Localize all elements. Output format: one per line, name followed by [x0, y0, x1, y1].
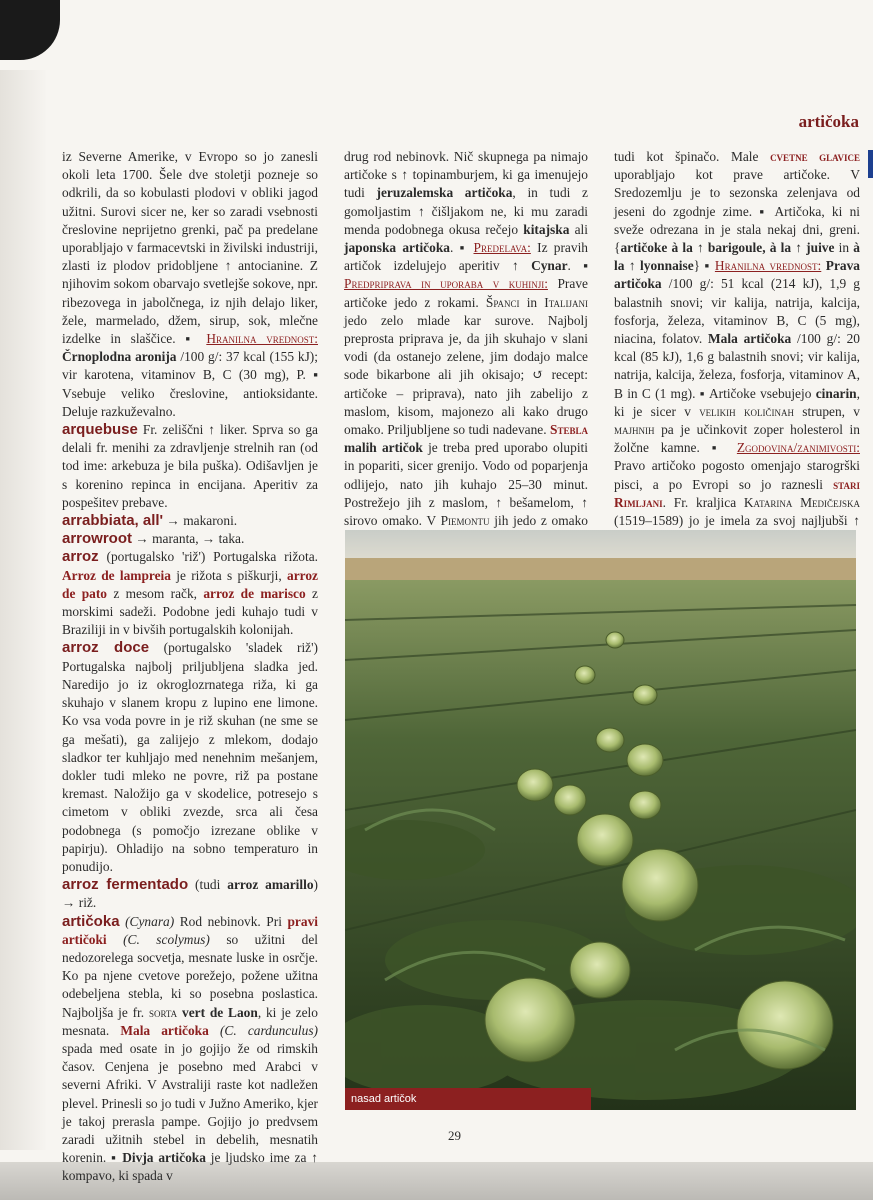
- photo-caption: nasad artičok: [345, 1088, 591, 1110]
- entry-arrabbiata: arrabbiata, all' → makaroni.: [62, 512, 238, 530]
- headword: arroz: [62, 548, 99, 566]
- entry-articoka: artičoka (Cynara) Rod nebinovk. Pri pravi artičoki (C. scolymus) so užitni del nedozorelega socvetja, mesnate luske in osrčje. Ko pa njene cvetove porežejo, požene užitna odebeljena stebla, ki so posebna poslastica. Najboljša je fr. sorta vert de Laon, ki je zelo mesnata. Mala artičoka (C. cardunculus) spada med osate in jo gojijo že od rimskih časov. Cenjena je posebno med Arabci v severni Afriki. V Avstraliji raste kot nadležen plevel. Prinesli so jo tudi v Južno Ameriko, kjer je takoj prerasla pampe. Gojijo jo predvsem zaradi užitnih stebel in debelih, mesnatih korenin. ▪ Divja artičoka je ljudsko ime za ↑ kompavo, ki spada v: [62, 912, 318, 1184]
- entry-articoka-cont: drug rod nebinovk. Nič skupnega pa nimajo artičoke s ↑ topinamburjem, ki ga imenujejo tudi jeruzalemska artičoka, in tudi z gomoljastim ↑ čišljakom ne, ki mu zaradi menda podobnega okusa rečejo kitajska ali japonska artičoka. ▪ Predelava: Iz pravih artičok izdelujejo aperitiv ↑ Cynar. ▪ Predpriprava in uporaba v kuhinji: Prave artičoke jedo z rokami. Španci in Italijani jedo zelo mlade kar surove. Najbolj preprosta priprava je, da jih skuhajo v slani vodi (da ostanejo zelene, jim dodajo malce sode bikarbone ali jih okisajo; ↺ recept: artičoke – priprava), nato jih zabelijo z maslom, kisom, majonezo ali kako drugo omako. Priljubljene so tudi nadevane. Stebla malih artičok je treba pred uporabo olupiti in popariti, sicer grenijo. Vodo od poparjenja odlijejo, nato jih kuhajo 25–30 minut. Postrežejo jih z maslom, ↑ bešamelom, ↑ sirovo omako. V Piemontu jih jedo z omako: [344, 149, 588, 529]
- column-1: [62, 148, 318, 1186]
- section-label: Predelava:: [473, 240, 531, 256]
- headword: arrowroot: [62, 530, 133, 548]
- artichoke-field-image: [345, 530, 856, 1110]
- headword: arquebuse: [62, 421, 138, 439]
- headword: arrabbiata, all': [62, 512, 164, 530]
- entry-articoka-cont-2: tudi kot špinačo. Male cvetne glavice uporabljajo kot prave artičoke. V Sredozemlju je to sezonska zelenjava od jeseni do zgodnje zime. ▪ Artičoka, ki ni sveže odrezana in je stala nekaj dni, greni. {artičoke à la ↑ barigoule, à la ↑ juive in à la ↑ lyonnaise} ▪ Hranilna vrednost: Prava artičoka /100 g/: 51 kcal (214 kJ), 1,9 g balastnih snovi; vir kalija, natrija, kalcija, fosforja, železa, vitaminov B, C (5 mg), niacina, folatov. Mala artičoka /100 g/: 20 kcal (85 kJ), 1,6 g balastnih snovi; vir kalija, natrija, kalcija, železa, fosforja, vitaminov A, B in C (1 mg). ▪ Artičoke vsebujejo cinarin, ki je sicer v velikih količinah strupen, v majhnih pa je učinkovit zoper holesterol in žolčne kamne. ▪ Zgodovina/zanimivosti: Pravo artičoko pogosto omenjajo starogrški pisci, a po Evropi so jo raznesli stari Rimljani. Fr. kraljica Katarina Medičejska (1519–1589) jo je imela za svoj najljubši ↑: [614, 149, 860, 529]
- entry-arroz-fermentado: arroz fermentado (tudi arroz amarillo) → riž.: [62, 876, 318, 911]
- headword: arroz fermentado: [62, 876, 189, 894]
- running-header: artičoka: [798, 112, 859, 131]
- entry-continuation: iz Severne Amerike, v Evropo so jo zanesli okoli leta 1700. Šele dve stoletji pozneje so odkrili, da so kobulasti plodovi v obliki jagod užitni. Surovi sicer ne, ker so zaradi vsebnosti čreslovine neprijetno grenki, pač pa predelane uporabljajo v farmacevtski in živilski industriji, zlasti iz plodov pridobljene ↑ antocianine. Z njihovim sokom obarvajo svetlejše sokove, npr. ribezovega in jabolčnega, iz njih delajo liker, žele, marmelado, džem, sirup, sok, mlečne izdelke in slaščice. ▪ Hranilna vrednost: Črnoplodna aronija /100 g/: 37 kcal (155 kJ); vir karotena, vitaminov B, C (30 mg), P. ▪ Vsebuje veliko čreslovine, antioksidante. Deluje razkuževalno.: [62, 149, 318, 419]
- page-gutter: [0, 70, 46, 1150]
- entry-arroz-doce: arroz doce (portugalsko 'sladek riž') Portugalska najbolj priljubljena sladka jed. Naredijo jo iz okroglozrnatega riža, ki ga skuhajo v slanem kropu z lupino ene limone. Ko vsa voda povre in je riž skuhan (ne sme se ga mešati), ga zalijejo z mlekom, dodajo sladkor ter kuhljajo med nenehnim mešanjem, dokler tudi mleko ne povre, riž pa postane kremast. Naložijo ga v skodelice, potresejo s cimetom v obliki zvezde, srca ali česa podobnega (s pomočjo izrezane oblike v papirju). Ohladijo na sobno temperaturo in ponudijo.: [62, 639, 318, 874]
- artichoke-field-photo: [345, 530, 856, 1110]
- section-label: Predpriprava in uporaba v kuhinji:: [344, 276, 548, 292]
- entry-arrowroot: arrowroot → maranta, → taka.: [62, 530, 245, 548]
- entry-arquebuse: arquebuse Fr. zeliščni ↑ liker. Sprva so ga delali fr. menihi za zdravljenje strelnih ran (od tod ime: arkebuza je bila puška). Odišavljen je s korenino repinca in encijana. Aperitiv za pospešitev prebave.: [62, 421, 318, 510]
- page-number: 29: [448, 1128, 461, 1143]
- entry-arroz: arroz (portugalsko 'riž') Portugalska rižota. Arroz de lampreia je rižota s piškurji, arroz de pato z mesom račk, arroz de marisco z morskimi sadeži. Podobne jedi kuhajo tudi v Braziliji in v bivših portugalskih kolonijah.: [62, 548, 318, 638]
- thumb-index-tab: [868, 150, 873, 178]
- column-2: [344, 148, 588, 548]
- section-label: Hranilna vrednost:: [714, 258, 822, 274]
- column-3: [614, 148, 860, 548]
- section-label: Zgodovina/zanimivosti:: [736, 440, 860, 456]
- headword: arroz doce: [62, 639, 150, 657]
- section-label: Hranilna vrednost:: [206, 331, 318, 347]
- headword: artičoka: [62, 912, 120, 930]
